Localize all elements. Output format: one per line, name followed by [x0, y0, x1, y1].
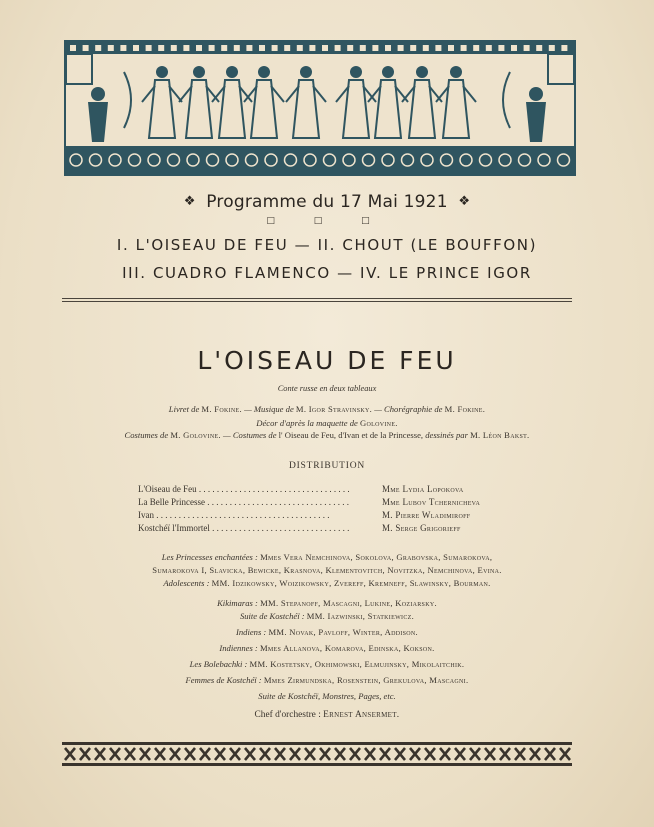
- illustrated-banner: [64, 40, 576, 176]
- border-motif: [196, 45, 202, 51]
- x-motif: [395, 748, 405, 760]
- border-motif: [423, 45, 429, 51]
- border-motif: [498, 45, 504, 51]
- border-motif: [272, 45, 278, 51]
- border-motif: [410, 45, 416, 51]
- credit-label: Décor d'après la maquette de: [256, 418, 358, 428]
- ensemble-names: MM. Kostetsky, Okhimowski, Elmujinsky, Mikolaitchik.: [249, 659, 465, 669]
- border-motif: [486, 45, 492, 51]
- cast-actor: M. Serge Grigorieff: [382, 523, 461, 533]
- x-motif: [410, 748, 420, 760]
- leader-dots: Ivan . . . . . . . . . . . . . . . . . . . . . . . . . . . . . . . . . . . . . . .: [138, 510, 330, 520]
- credit-label: — Costumes de: [223, 430, 277, 440]
- x-motif: [500, 748, 510, 760]
- ensemble-names: Mmes Allanova, Komarova, Edinska, Kokson.: [259, 643, 435, 653]
- ensemble-line: [0, 611, 654, 621]
- x-motif: [245, 748, 255, 760]
- credit-name: Golovine.: [360, 418, 398, 428]
- distribution-heading: DISTRIBUTION: [288, 461, 366, 471]
- border-motif: [209, 45, 215, 51]
- ensemble-line: [0, 578, 654, 588]
- border-motif: [158, 45, 164, 51]
- bottom-border-band: [66, 146, 574, 174]
- x-motif: [290, 748, 300, 760]
- border-motif: [83, 45, 89, 51]
- ensemble-names: Sumarokova I, Slavicka, Bewicke, Krasnova, Klementovitch, Novitzka, Nemchinova, Evina.: [152, 565, 502, 575]
- cast-role: Ivan: [138, 510, 154, 520]
- credit-text: l' Oiseau de Feu, d'Ivan et de la Princesse,: [278, 430, 424, 440]
- leader-dots: La Belle Princesse . . . . . . . . . . . . . . . . . . . . . . . . . . . . . . . .: [138, 497, 349, 507]
- dancer-head: [416, 66, 428, 78]
- border-motif: [146, 45, 152, 51]
- archer-bow: [503, 72, 510, 128]
- divider-rule: [62, 301, 572, 302]
- x-motif: [515, 748, 525, 760]
- leader-dots: L'Oiseau de Feu . . . . . . . . . . . . . . . . . . . . . . . . . . . . . . . . . .: [138, 484, 350, 494]
- dancer-head: [382, 66, 394, 78]
- border-motif: [322, 45, 328, 51]
- border-motif: [259, 45, 265, 51]
- credit-name: M. Igor Stravinsky.: [295, 404, 373, 414]
- credits-line-1: [0, 404, 654, 414]
- border-motif: [284, 45, 290, 51]
- x-motif: [320, 748, 330, 760]
- x-motif: [155, 748, 165, 760]
- border-motif: [536, 45, 542, 51]
- x-motif: [545, 748, 555, 760]
- credit-label: dessinés par: [425, 430, 468, 440]
- ensemble-names: MM. Stepanoff, Mascagni, Lukine, Koziarsky.: [260, 598, 437, 608]
- x-motif: [350, 748, 360, 760]
- ensemble-label: Kikimaras :: [217, 598, 258, 608]
- decorative-border: [62, 742, 572, 766]
- ensemble-suite: Suite de Kostchéï, Monstres, Pages, etc.: [258, 691, 396, 701]
- x-motif: [440, 748, 450, 760]
- footer-rule: [62, 763, 572, 766]
- x-motif: [425, 748, 435, 760]
- corner-motif: [548, 54, 574, 84]
- ensemble-line: [0, 659, 654, 669]
- credit-label: — Chorégraphie de: [374, 404, 443, 414]
- archer-head: [529, 87, 543, 101]
- x-motif: [380, 748, 390, 760]
- dancer-arms: [286, 86, 326, 102]
- conductor-line: [0, 710, 654, 720]
- border-motif: [221, 45, 227, 51]
- ensemble-names: MM. Iazwinski, Statkiewicz.: [306, 611, 415, 621]
- border-motif: [246, 45, 252, 51]
- x-motif: [170, 748, 180, 760]
- archer-head: [91, 87, 105, 101]
- dancer-head: [300, 66, 312, 78]
- border-motif: [309, 45, 315, 51]
- x-motif: [140, 748, 150, 760]
- ensemble-line: [0, 675, 654, 685]
- border-motif: [385, 45, 391, 51]
- border-motif: [234, 45, 240, 51]
- x-motif: [80, 748, 90, 760]
- x-motif: [305, 748, 315, 760]
- cast-role: La Belle Princesse: [138, 497, 205, 507]
- ensemble-names: MM. Novak, Pavloff, Winter, Addison.: [268, 627, 418, 637]
- ballet-title: L'OISEAU DE FEU: [197, 346, 457, 375]
- divider-rule: [62, 298, 572, 299]
- cast-actor: M. Pierre Wladimiroff: [382, 510, 471, 520]
- credit-label: — Musique de: [244, 404, 294, 414]
- border-motif: [372, 45, 378, 51]
- conductor-name: Ernest Ansermet.: [323, 710, 400, 720]
- x-motif: [65, 748, 75, 760]
- credit-name: M. Léon Bakst.: [470, 430, 530, 440]
- border-motif: [335, 45, 341, 51]
- x-motif: [455, 748, 465, 760]
- border-motif: [183, 45, 189, 51]
- border-motif: [398, 45, 404, 51]
- ensemble-label: Femmes de Kostchéï :: [185, 675, 262, 685]
- archer-body: [526, 102, 546, 142]
- x-motif: [275, 748, 285, 760]
- x-motif: [110, 748, 120, 760]
- border-motif: [297, 45, 303, 51]
- x-motif: [230, 748, 240, 760]
- archer-bow: [124, 72, 131, 128]
- ensemble-label: Les Bolebachki :: [189, 659, 248, 669]
- border-motif: [461, 45, 467, 51]
- ornament-icon: ❖: [458, 194, 471, 209]
- x-motif: [260, 748, 270, 760]
- cast-actor: Mme Lydia Lopokova: [382, 484, 464, 494]
- dancer-head: [350, 66, 362, 78]
- x-motif: [95, 748, 105, 760]
- dancer-arms: [142, 86, 182, 102]
- ensemble-label: Indiens :: [235, 627, 267, 637]
- programme-date: Programme du 17 Mai 1921: [206, 192, 448, 212]
- x-motif: [200, 748, 210, 760]
- cast-role: Kostchéï l'Immortel: [138, 523, 210, 533]
- cast-actor: Mme Lubov Tchernicheva: [382, 497, 481, 507]
- programme-row-1: I. L'OISEAU DE FEU — II. CHOUT (LE BOUFFON): [116, 236, 538, 254]
- x-motif: [365, 748, 375, 760]
- ensemble-line: [0, 627, 654, 637]
- border-motif: [95, 45, 101, 51]
- programme-row-2: III. CUADRO FLAMENCO — IV. LE PRINCE IGOR: [122, 264, 532, 282]
- x-motif: [335, 748, 345, 760]
- leader-dots: Kostchéï l'Immortel . . . . . . . . . . . . . . . . . . . . . . . . . . . . . . .: [138, 523, 350, 533]
- border-motif: [561, 45, 567, 51]
- dancer-head: [193, 66, 205, 78]
- border-motif: [524, 45, 530, 51]
- corner-motif: [66, 54, 92, 84]
- top-border-band: [66, 42, 574, 54]
- ensemble-line: [0, 643, 654, 653]
- credit-name: M. Fokine.: [444, 404, 486, 414]
- credit-name: M. Fokine.: [201, 404, 242, 414]
- border-motif: [511, 45, 517, 51]
- ensemble-names: MM. Idzikowsky, Woizikowsky, Zvereff, Kremneff, Slawinsky, Bourman.: [211, 578, 491, 588]
- border-motif: [70, 45, 76, 51]
- border-motif: [448, 45, 454, 51]
- conductor-label: Chef d'orchestre :: [254, 710, 321, 720]
- dancer-head: [226, 66, 238, 78]
- x-motif: [125, 748, 135, 760]
- border-motif: [549, 45, 555, 51]
- dancer-head: [450, 66, 462, 78]
- credit-name: M. Golovine.: [170, 430, 221, 440]
- border-motif: [108, 45, 114, 51]
- x-motif: [470, 748, 480, 760]
- x-motif: [215, 748, 225, 760]
- dancer-arms: [436, 86, 476, 102]
- ensemble-names: Mmes Vera Nemchinova, Sokolova, Grabovska, Sumarokova,: [260, 552, 493, 562]
- ensemble-label: Suite de Kostchéï :: [239, 611, 305, 621]
- ensemble-names: Mmes Zirmundska, Rosenstein, Grekulova, Mascagni.: [263, 675, 469, 685]
- cast-role: L'Oiseau de Feu: [138, 484, 197, 494]
- ensemble-line: [0, 552, 654, 562]
- dancer-head: [258, 66, 270, 78]
- ensemble-label: Adolescents :: [163, 578, 210, 588]
- x-motif: [560, 748, 570, 760]
- border-motif: [133, 45, 139, 51]
- x-motif: [530, 748, 540, 760]
- dancer-head: [156, 66, 168, 78]
- dancer-arms: [402, 86, 442, 102]
- ensemble-line: [0, 598, 654, 608]
- ensemble-label: Les Princesses enchantées :: [161, 552, 258, 562]
- archer-body: [88, 102, 108, 142]
- dancers-illustration: [66, 42, 574, 174]
- credits-line-2: [0, 418, 654, 428]
- x-motif: [185, 748, 195, 760]
- border-motif: [171, 45, 177, 51]
- square-ornaments: □ □ □: [266, 216, 388, 226]
- ensemble-label: Indiennes :: [219, 643, 258, 653]
- credit-label: Livret de: [168, 404, 200, 414]
- border-motif: [435, 45, 441, 51]
- ballet-subtitle: Conte russe en deux tableaux: [277, 384, 377, 393]
- border-motif: [120, 45, 126, 51]
- x-motif: [485, 748, 495, 760]
- border-motif: [347, 45, 353, 51]
- programme-heading: [0, 192, 654, 212]
- border-motif: [360, 45, 366, 51]
- credit-label: Costumes de: [124, 430, 169, 440]
- footer-rule: [62, 742, 572, 745]
- ornament-icon: ❖: [183, 194, 196, 209]
- border-motif: [473, 45, 479, 51]
- credits-line-3: [0, 430, 654, 440]
